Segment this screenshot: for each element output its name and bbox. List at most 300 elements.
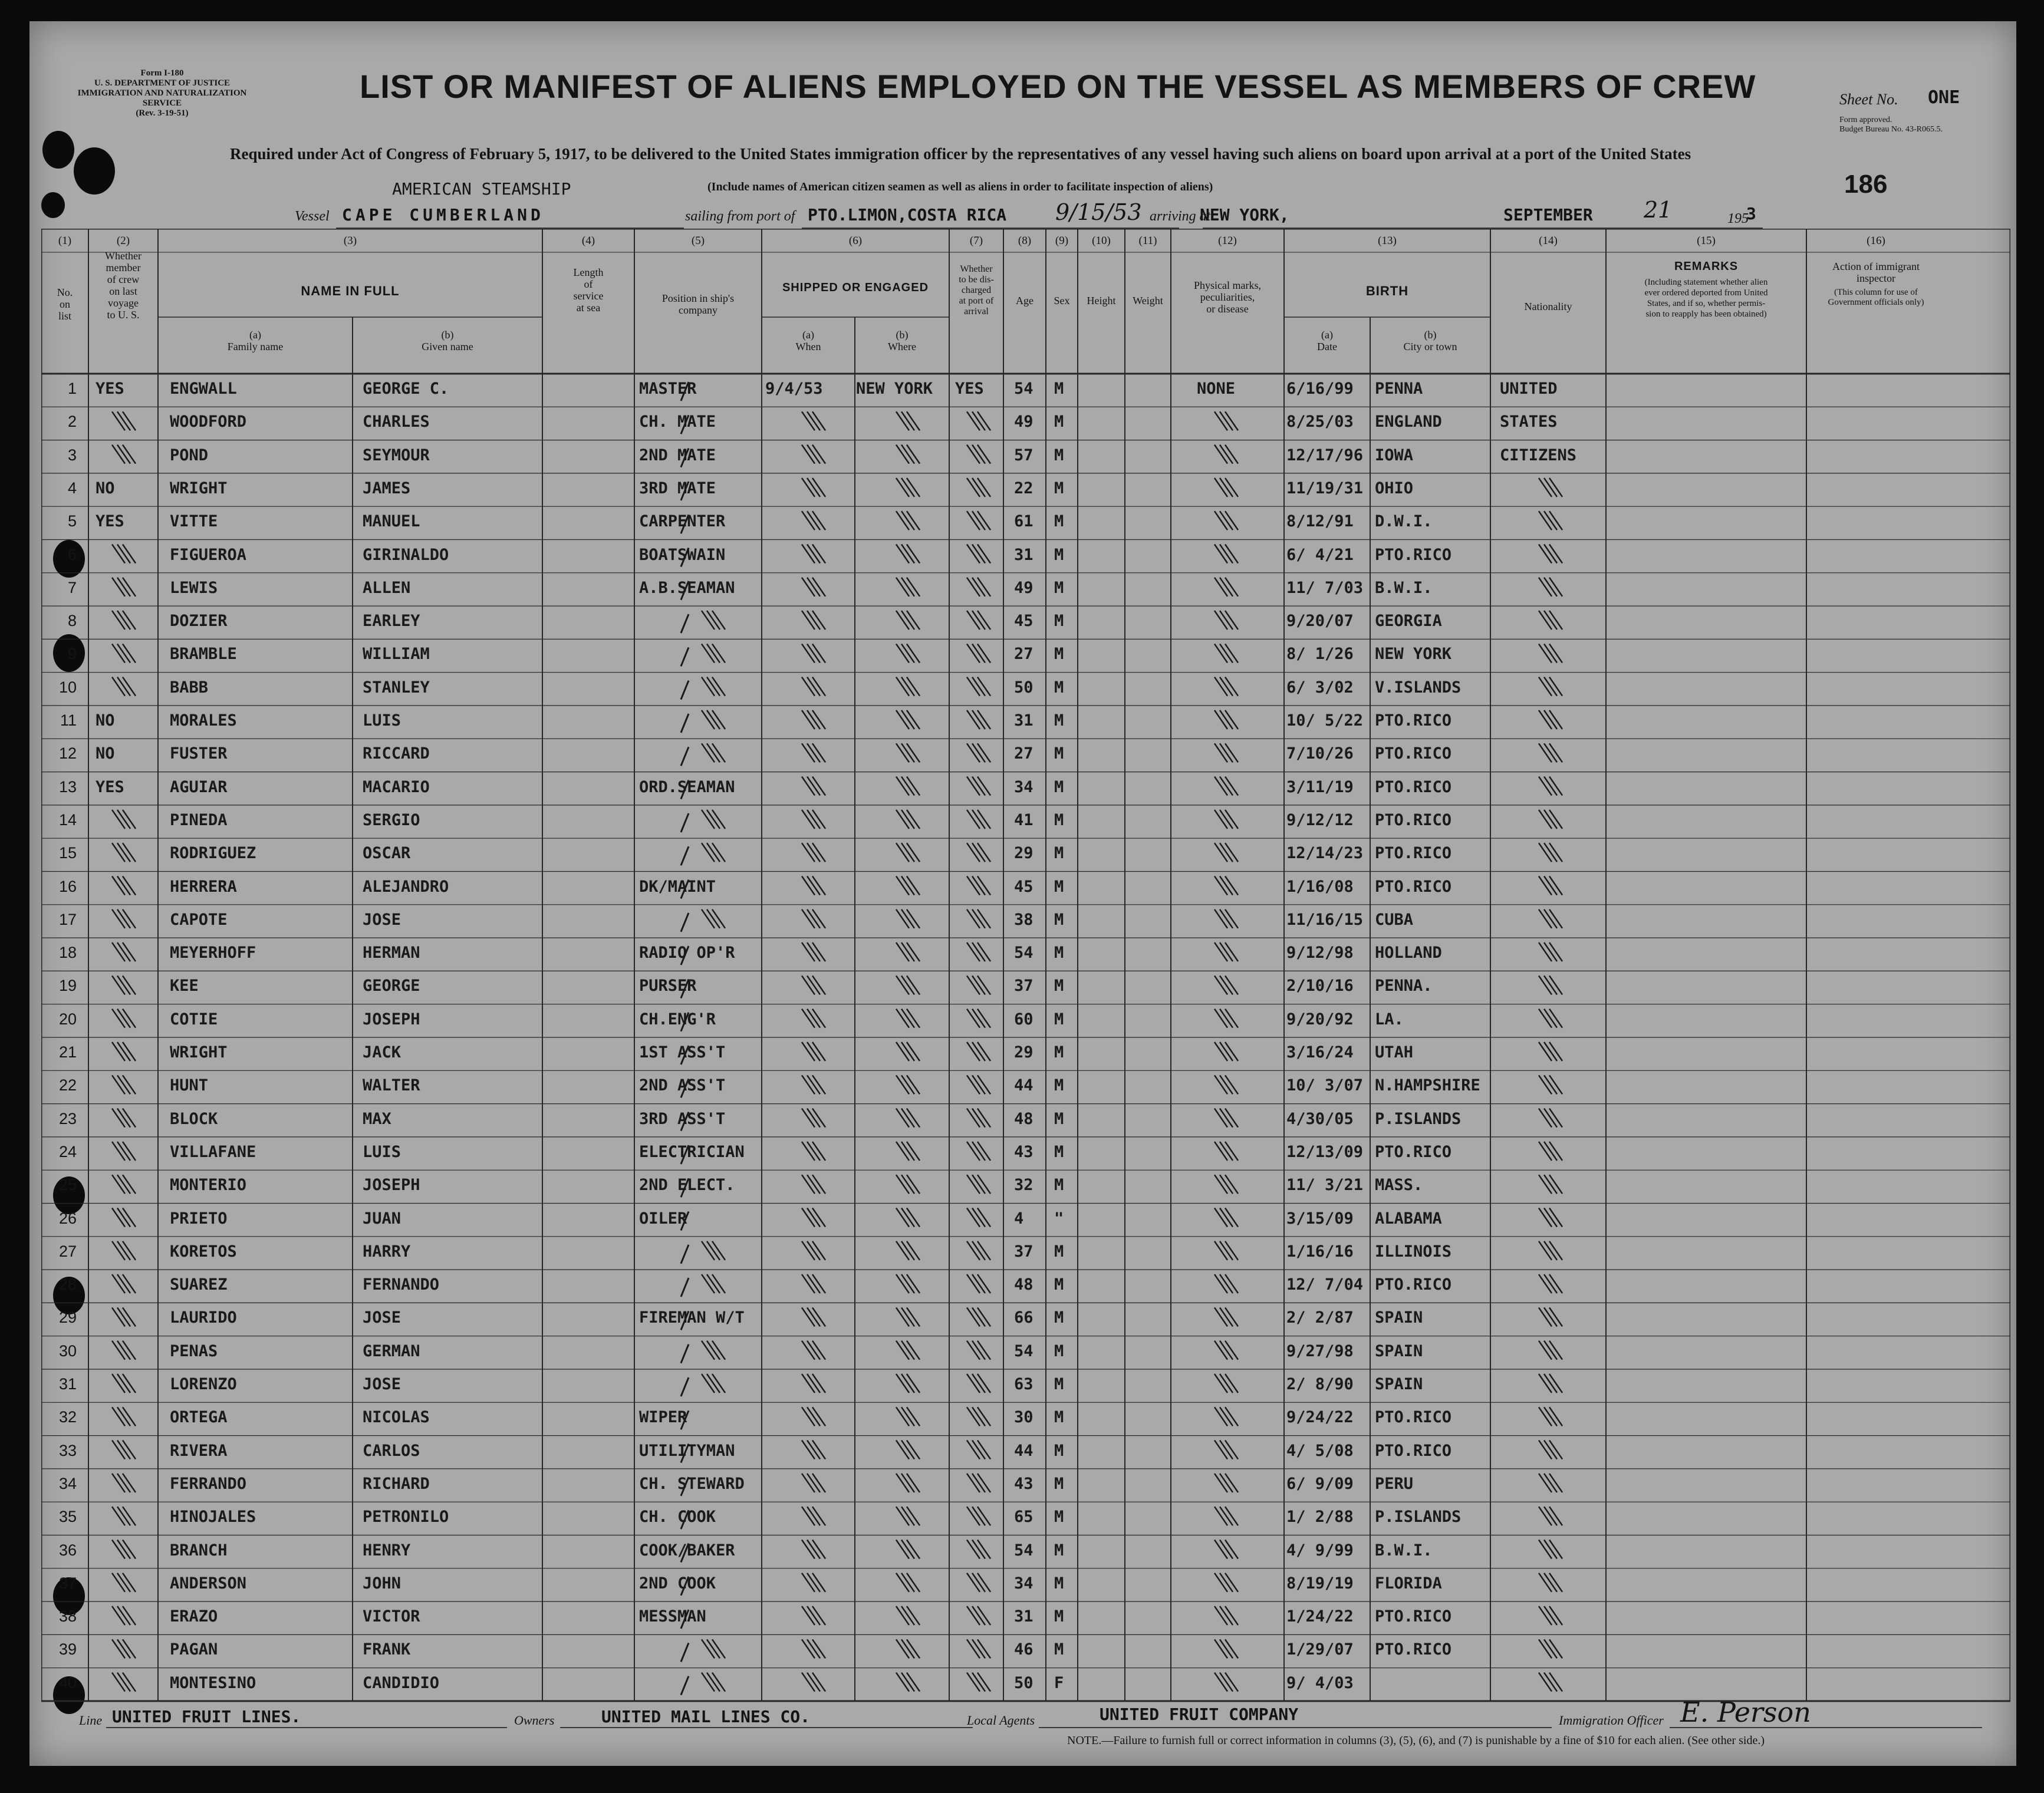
col-num-13: (13) [1378, 235, 1397, 247]
age-cell: 43 [1014, 1474, 1033, 1493]
birth-place-cell: PERU [1375, 1474, 1414, 1493]
row-number: 39 [58, 1640, 77, 1659]
family-name-cell: MEYERHOFF [170, 944, 256, 963]
birth-place-cell: NEW YORK [1375, 645, 1452, 664]
age-cell: 48 [1014, 1109, 1033, 1128]
col-header-birth: BIRTH [1365, 284, 1409, 298]
given-name-cell: GEORGE [363, 977, 420, 996]
row-number: 16 [58, 877, 77, 895]
birth-date-cell: 12/13/09 [1286, 1142, 1364, 1161]
sex-cell: M [1054, 545, 1064, 564]
family-name-cell: ANDERSON [170, 1574, 247, 1593]
given-name-cell: NICOLAS [363, 1408, 430, 1427]
birth-place-cell: PTO.RICO [1375, 1142, 1452, 1161]
given-name-cell: WILLIAM [363, 645, 430, 664]
given-name-cell: GERMAN [363, 1342, 420, 1360]
birth-place-cell: PTO.RICO [1375, 1408, 1452, 1427]
birth-date-cell: 2/10/16 [1286, 977, 1354, 996]
position-cell: 1ST ASS'T [639, 1043, 726, 1062]
age-cell: 37 [1014, 977, 1033, 996]
col-header-given: (b) Given name [422, 329, 473, 352]
owners-label: Owners [514, 1713, 555, 1728]
birth-place-cell: IOWA [1375, 446, 1414, 464]
position-cell: BOATSWAIN [639, 545, 726, 564]
birth-place-cell: SPAIN [1375, 1375, 1423, 1393]
birth-place-cell: PTO.RICO [1375, 1607, 1452, 1626]
sex-cell: M [1054, 1309, 1064, 1327]
arrival-day: 21 [1644, 197, 1673, 223]
birth-place-cell: PTO.RICO [1375, 1275, 1452, 1294]
sex-cell: M [1054, 578, 1064, 597]
family-name-cell: POND [170, 446, 209, 464]
row-number: 18 [58, 944, 77, 962]
position-cell: COOK/BAKER [639, 1541, 735, 1560]
member-cell: YES [96, 777, 124, 796]
row-number: 9 [67, 645, 77, 663]
col-num-1: (1) [58, 235, 72, 247]
position-cell: DK/MAINT [639, 877, 716, 896]
service-tick-mark [681, 1245, 689, 1264]
given-name-cell: STANLEY [363, 678, 430, 697]
year-prefix: 195 [1727, 211, 1749, 226]
birth-date-cell: 10/ 3/07 [1286, 1076, 1364, 1095]
age-cell: 41 [1014, 810, 1033, 829]
given-name-cell: ALLEN [363, 578, 411, 597]
birth-place-cell: ENGLAND [1375, 413, 1442, 431]
position-cell: 3RD MATE [639, 479, 716, 497]
given-name-cell: ALEJANDRO [363, 877, 449, 896]
family-name-cell: COTIE [170, 1010, 218, 1029]
given-name-cell: JAMES [363, 479, 411, 497]
given-name-cell: WALTER [363, 1076, 420, 1095]
birth-date-cell: 9/27/98 [1286, 1342, 1354, 1360]
given-name-cell: FERNANDO [363, 1275, 440, 1294]
col-header-action-sub: (This column for use of Government officials only) [1828, 288, 1924, 307]
family-name-cell: PINEDA [170, 810, 228, 829]
given-name-cell: LUIS [363, 711, 401, 730]
sex-cell: M [1054, 678, 1064, 697]
age-cell: 54 [1014, 380, 1033, 398]
age-cell: 27 [1014, 744, 1033, 763]
row-number: 28 [58, 1275, 77, 1294]
family-name-cell: KEE [170, 977, 199, 996]
crew-table [41, 229, 2010, 1720]
col-header-weight: Weight [1133, 295, 1163, 306]
punch-hole [42, 131, 74, 169]
service-tick-mark [681, 813, 689, 832]
nationality-cell: CITIZENS [1500, 446, 1577, 464]
row-number: 23 [58, 1109, 77, 1128]
col-num-2: (2) [116, 235, 130, 247]
given-name-cell: FRANK [363, 1640, 411, 1659]
service-tick-mark [681, 846, 689, 865]
birth-date-cell: 11/ 3/21 [1286, 1176, 1364, 1195]
punch-hole [41, 192, 65, 218]
given-name-cell: SEYMOUR [363, 446, 430, 464]
given-name-cell: CARLOS [363, 1441, 420, 1460]
birth-date-cell: 11/16/15 [1286, 910, 1364, 929]
row-number: 1 [67, 380, 77, 397]
family-name-cell: VITTE [170, 512, 218, 531]
footnote: NOTE.—Failure to furnish full or correct information in columns (3), (5), (6), and (7) is punishable by a fine of $10 for each alien. (See other side.) [1067, 1734, 1765, 1747]
position-cell: 2ND ASS'T [639, 1076, 726, 1095]
sex-cell: M [1054, 1275, 1064, 1294]
family-name-cell: BLOCK [170, 1109, 218, 1128]
line-label: Line [79, 1713, 103, 1728]
sailing-date: 9/15/53 [1055, 199, 1142, 225]
position-cell: UTILITYMAN [639, 1441, 735, 1460]
position-cell: MESSMAN [639, 1607, 706, 1626]
include-note: (Include names of American citizen seamen as well as aliens in order to facilitate inspection of aliens) [707, 180, 1213, 193]
col-header-no: No. on list [57, 286, 73, 322]
birth-date-cell: 9/20/92 [1286, 1010, 1354, 1029]
birth-place-cell: PENNA. [1375, 977, 1433, 996]
row-number: 2 [67, 413, 77, 431]
row-number: 31 [58, 1375, 77, 1393]
member-cell: NO [96, 744, 115, 763]
member-cell: YES [96, 512, 124, 531]
family-name-cell: VILLAFANE [170, 1142, 256, 1161]
col-num-11: (11) [1138, 235, 1157, 247]
family-name-cell: BRAMBLE [170, 645, 237, 664]
given-name-cell: VICTOR [363, 1607, 420, 1626]
age-cell: 31 [1014, 711, 1033, 730]
row-number: 37 [58, 1574, 77, 1592]
birth-date-cell: 1/ 2/88 [1286, 1508, 1354, 1527]
sex-cell: M [1054, 1142, 1064, 1161]
sailing-port: PTO.LIMON,COSTA RICA [808, 205, 1007, 225]
service-tick-mark [681, 614, 689, 633]
service-tick-mark [681, 1676, 689, 1695]
position-cell: RADIO OP'R [639, 944, 735, 963]
position-cell: PURSER [639, 977, 697, 996]
col-header-member: Whether member of crew on last voyage to U. S. [105, 250, 141, 321]
birth-place-cell: PENNA [1375, 380, 1423, 398]
col-num-10: (10) [1092, 235, 1111, 247]
year-suffix: 3 [1746, 204, 1756, 223]
punch-hole [74, 147, 115, 195]
birth-place-cell: LA. [1375, 1010, 1404, 1029]
family-name-cell: WRIGHT [170, 479, 228, 497]
row-number: 34 [58, 1474, 77, 1492]
age-cell: 37 [1014, 1242, 1033, 1261]
given-name-cell: JOSE [363, 910, 401, 929]
age-cell: 44 [1014, 1441, 1033, 1460]
age-cell: 34 [1014, 1574, 1033, 1593]
family-name-cell: HUNT [170, 1076, 209, 1095]
col-num-14: (14) [1539, 235, 1558, 247]
row-number: 19 [58, 977, 77, 995]
col-header-remarks: REMARKS [1674, 260, 1739, 273]
service-tick-mark [681, 747, 689, 766]
col-num-16: (16) [1867, 235, 1885, 247]
birth-date-cell: 9/20/07 [1286, 612, 1354, 631]
birth-place-cell: PTO.RICO [1375, 744, 1452, 763]
birth-place-cell: PTO.RICO [1375, 545, 1452, 564]
shipped-when-cell: 9/4/53 [765, 380, 823, 398]
marks-cell: NONE [1197, 380, 1236, 398]
birth-date-cell: 6/16/99 [1286, 380, 1354, 398]
age-cell: 31 [1014, 1607, 1033, 1626]
sex-cell: M [1054, 479, 1064, 497]
family-name-cell: SUAREZ [170, 1275, 228, 1294]
position-cell: CH. STEWARD [639, 1474, 745, 1493]
row-number: 20 [58, 1010, 77, 1028]
given-name-cell: EARLEY [363, 612, 420, 631]
age-cell: 65 [1014, 1508, 1033, 1527]
row-number: 10 [58, 678, 77, 696]
age-cell: 46 [1014, 1640, 1033, 1659]
birth-place-cell: SPAIN [1375, 1342, 1423, 1360]
age-cell: 54 [1014, 944, 1033, 963]
arriving-label: arriving at [1150, 209, 1211, 224]
col-header-birth-date: (a) Date [1317, 329, 1337, 352]
birth-place-cell: D.W.I. [1375, 512, 1433, 531]
birth-place-cell: PTO.RICO [1375, 810, 1452, 829]
form-approved: Form approved. Budget Bureau No. 43-R065.5. [1839, 116, 1943, 134]
age-cell: 49 [1014, 413, 1033, 431]
age-cell: 54 [1014, 1541, 1033, 1560]
col-header-when: (a) When [795, 329, 821, 352]
family-name-cell: LORENZO [170, 1375, 237, 1393]
sex-cell: M [1054, 910, 1064, 929]
sex-cell: M [1054, 1076, 1064, 1095]
sex-cell: M [1054, 844, 1064, 863]
sex-cell: M [1054, 1043, 1064, 1062]
given-name-cell: HERMAN [363, 944, 420, 963]
family-name-cell: BRANCH [170, 1541, 228, 1560]
sex-cell: M [1054, 1010, 1064, 1029]
given-name-cell: MANUEL [363, 512, 420, 531]
sex-cell: M [1054, 413, 1064, 431]
family-name-cell: HERRERA [170, 877, 237, 896]
birth-date-cell: 12/17/96 [1286, 446, 1364, 464]
birth-date-cell: 10/ 5/22 [1286, 711, 1364, 730]
age-cell: 54 [1014, 1342, 1033, 1360]
birth-date-cell: 4/30/05 [1286, 1109, 1354, 1128]
age-cell: 49 [1014, 578, 1033, 597]
col-header-where: (b) Where [888, 329, 916, 352]
sex-cell: M [1054, 1176, 1064, 1195]
birth-place-cell: CUBA [1375, 910, 1414, 929]
given-name-cell: GEORGE C. [363, 380, 449, 398]
col-header-birth-place: (b) City or town [1403, 329, 1457, 352]
birth-date-cell: 6/ 4/21 [1286, 545, 1354, 564]
col-num-7: (7) [969, 235, 983, 247]
given-name-cell: JOHN [363, 1574, 401, 1593]
service-tick-mark [681, 913, 689, 932]
manifest-sheet [29, 21, 2016, 1766]
birth-date-cell: 4/ 5/08 [1286, 1441, 1354, 1460]
given-name-cell: RICHARD [363, 1474, 430, 1493]
given-name-cell: CANDIDIO [363, 1673, 440, 1692]
sex-cell: M [1054, 645, 1064, 664]
given-name-cell: HENRY [363, 1541, 411, 1560]
given-name-cell: LUIS [363, 1142, 401, 1161]
agents-value: UNITED FRUIT COMPANY [1100, 1705, 1299, 1724]
sailing-label: sailing from port of [685, 209, 795, 224]
family-name-cell: KORETOS [170, 1242, 237, 1261]
col-header-marks: Physical marks, peculiarities, or disease [1194, 279, 1261, 315]
family-name-cell: WOODFORD [170, 413, 247, 431]
position-cell: 2ND ELECT. [639, 1176, 735, 1195]
given-name-cell: GIRINALDO [363, 545, 449, 564]
row-number: 14 [58, 810, 77, 829]
family-name-cell: ORTEGA [170, 1408, 228, 1427]
birth-date-cell: 9/24/22 [1286, 1408, 1354, 1427]
page-title: LIST OR MANIFEST OF ALIENS EMPLOYED ON THE VESSEL AS MEMBERS OF CREW [360, 68, 1756, 105]
age-cell: 50 [1014, 678, 1033, 697]
birth-date-cell: 1/16/08 [1286, 877, 1354, 896]
age-cell: 48 [1014, 1275, 1033, 1294]
position-cell: MASTER [639, 380, 697, 398]
subtitle: Required under Act of Congress of February 5, 1917, to be delivered to the United States immigration officer by the representatives of any vessel having such aliens on board upon arrival at a port of the United States [230, 145, 1691, 163]
family-name-cell: AGUIAR [170, 777, 228, 796]
birth-place-cell: P.ISLANDS [1375, 1508, 1462, 1527]
birth-place-cell: B.W.I. [1375, 578, 1433, 597]
form-label: Form I-180 U. S. DEPARTMENT OF JUSTICE IMMIGRATION AND NATURALIZATION SERVICE (Rev. 3-19-51) [77, 68, 247, 118]
sex-cell: M [1054, 1541, 1064, 1560]
row-number: 6 [67, 545, 77, 563]
col-num-9: (9) [1055, 235, 1069, 247]
sex-cell: M [1054, 1109, 1064, 1128]
given-name-cell: PETRONILO [363, 1508, 449, 1527]
position-cell: WIPER [639, 1408, 687, 1427]
col-num-6: (6) [848, 235, 863, 247]
col-num-8: (8) [1018, 235, 1032, 247]
birth-place-cell: HOLLAND [1375, 944, 1442, 963]
age-cell: 57 [1014, 446, 1033, 464]
given-name-cell: JOSEPH [363, 1176, 420, 1195]
age-cell: 22 [1014, 479, 1033, 497]
col-header-name: NAME IN FULL [301, 284, 400, 298]
sex-cell: M [1054, 944, 1064, 963]
service-tick-mark [681, 714, 689, 733]
col-header-shipped: SHIPPED OR ENGAGED [782, 281, 929, 294]
age-cell: 38 [1014, 910, 1033, 929]
sex-cell: M [1054, 1574, 1064, 1593]
age-cell: 43 [1014, 1142, 1033, 1161]
sex-cell: M [1054, 1607, 1064, 1626]
birth-date-cell: 9/ 4/03 [1286, 1673, 1354, 1692]
col-num-12: (12) [1218, 235, 1237, 247]
birth-place-cell: MASS. [1375, 1176, 1423, 1195]
birth-date-cell: 11/19/31 [1286, 479, 1364, 497]
family-name-cell: LEWIS [170, 578, 218, 597]
family-name-cell: PAGAN [170, 1640, 218, 1659]
officer-signature: E. Person [1680, 1696, 1811, 1728]
birth-date-cell: 12/ 7/04 [1286, 1275, 1364, 1294]
row-number: 17 [58, 910, 77, 928]
col-header-age: Age [1016, 295, 1033, 306]
col-num-5: (5) [691, 235, 705, 247]
birth-place-cell: PTO.RICO [1375, 844, 1452, 863]
sex-cell: F [1054, 1673, 1064, 1692]
member-cell: YES [96, 380, 124, 398]
family-name-cell: FERRANDO [170, 1474, 247, 1493]
birth-date-cell: 4/ 9/99 [1286, 1541, 1354, 1560]
age-cell: 32 [1014, 1176, 1033, 1195]
family-name-cell: RODRIGUEZ [170, 844, 256, 863]
row-number: 26 [58, 1209, 77, 1227]
family-name-cell: WRIGHT [170, 1043, 228, 1062]
age-cell: 30 [1014, 1408, 1033, 1427]
row-number: 27 [58, 1242, 77, 1260]
age-cell: 4 [1014, 1209, 1024, 1228]
given-name-cell: CHARLES [363, 413, 430, 431]
col-header-action: Action of immigrant inspector [1832, 261, 1920, 284]
row-number: 7 [67, 578, 77, 596]
birth-place-cell: ILLINOIS [1375, 1242, 1452, 1261]
sex-cell: M [1054, 1242, 1064, 1261]
family-name-cell: PRIETO [170, 1209, 228, 1228]
birth-place-cell: SPAIN [1375, 1309, 1423, 1327]
ship-type: AMERICAN STEAMSHIP [392, 179, 571, 199]
position-cell: A.B.SEAMAN [639, 578, 735, 597]
arriving-port: NEW YORK, [1200, 205, 1289, 225]
birth-date-cell: 3/11/19 [1286, 777, 1354, 796]
col-header-position: Position in ship's company [661, 292, 735, 316]
nationality-cell: STATES [1500, 413, 1558, 431]
member-cell: NO [96, 711, 115, 730]
sex-cell: M [1054, 1508, 1064, 1527]
family-name-cell: MORALES [170, 711, 237, 730]
birth-date-cell: 1/24/22 [1286, 1607, 1354, 1626]
col-header-nationality: Nationality [1524, 301, 1572, 312]
age-cell: 63 [1014, 1375, 1033, 1393]
service-tick-mark [681, 1344, 689, 1363]
sex-cell: M [1054, 1408, 1064, 1427]
sex-cell: M [1054, 1640, 1064, 1659]
row-number: 38 [58, 1607, 77, 1626]
birth-place-cell: ALABAMA [1375, 1209, 1442, 1228]
birth-date-cell: 9/12/98 [1286, 944, 1354, 963]
family-name-cell: DOZIER [170, 612, 228, 631]
sex-cell: M [1054, 877, 1064, 896]
age-cell: 29 [1014, 844, 1033, 863]
row-number: 11 [60, 711, 77, 729]
sex-cell: M [1054, 446, 1064, 464]
service-tick-mark [681, 1278, 689, 1297]
sex-cell: M [1054, 711, 1064, 730]
agents-label: Local Agents [967, 1713, 1035, 1728]
given-name-cell: HARRY [363, 1242, 411, 1261]
row-number: 30 [58, 1342, 77, 1360]
given-name-cell: SERGIO [363, 810, 420, 829]
family-name-cell: CAPOTE [170, 910, 228, 929]
row-number: 8 [67, 612, 77, 630]
sex-cell: M [1054, 612, 1064, 631]
sex-cell: M [1054, 512, 1064, 531]
birth-place-cell: OHIO [1375, 479, 1414, 497]
age-cell: 34 [1014, 777, 1033, 796]
birth-date-cell: 8/25/03 [1286, 413, 1354, 431]
service-tick-mark [681, 681, 689, 700]
service-tick-mark [681, 647, 689, 666]
age-cell: 60 [1014, 1010, 1033, 1029]
family-name-cell: LAURIDO [170, 1309, 237, 1327]
col-header-remarks-sub: (Including statement whether alien ever ordered deported from United States, and if so, whether permis- sion to reapply has been obtained) [1644, 278, 1768, 319]
owners-value: UNITED MAIL LINES CO. [601, 1707, 811, 1726]
sex-cell: M [1054, 380, 1064, 398]
sex-cell: M [1054, 1342, 1064, 1360]
sheet-no-value: ONE [1928, 87, 1960, 108]
owners-fill [560, 1727, 973, 1728]
row-number: 24 [58, 1142, 77, 1161]
col-header-family: (a) Family name [227, 329, 284, 352]
vessel-name: CAPE CUMBERLAND [342, 205, 544, 225]
col-header-discharged: Whether to be dis- charged at port of arrival [959, 264, 994, 317]
